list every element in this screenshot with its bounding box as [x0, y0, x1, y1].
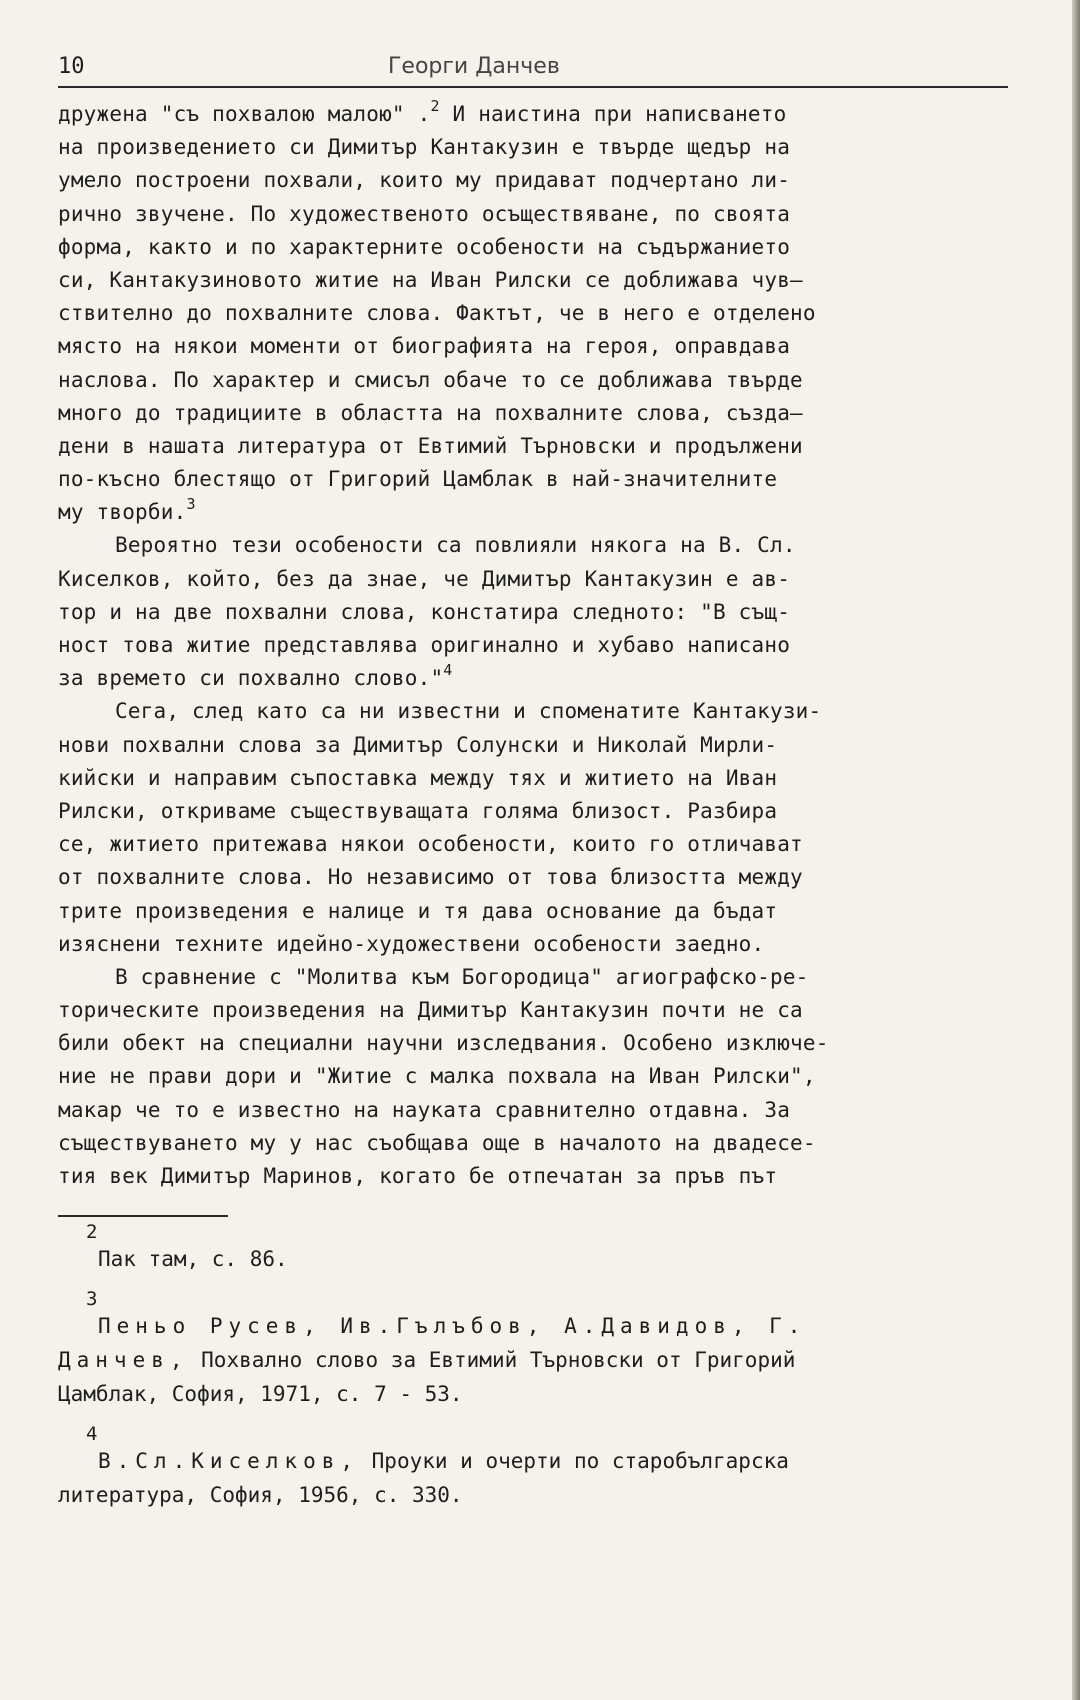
page-header [58, 50, 1008, 88]
text-line: нови похвални слова за Димитър Солунски и Николай Мирли- [58, 732, 778, 757]
footnote-mark: 3 [86, 1288, 98, 1311]
text-line: В сравнение с "Молитва към Богородица" агиографско-ре- [115, 964, 809, 989]
text-line: ние не прави дори и "Житие с малка похвала на Иван Рилски", [58, 1064, 816, 1089]
text-line: тор и на две похвални слова, констатира следното: "В същ- [58, 599, 791, 624]
footnote-mark: 4 [86, 1423, 98, 1446]
running-title: Георги Данчев [388, 54, 560, 79]
text-line: място на някои моменти от биографията на героя, оправдава [58, 334, 791, 359]
text-line: били обект на специални научни изследвания. Особено изключе- [58, 1031, 829, 1056]
text-line: Киселков, който, без да знае, че Димитър Кантакузин е ав- [58, 566, 791, 591]
footnote-text: литература, София, 1956, с. 330. [58, 1483, 463, 1508]
text-line: дружена "съ похвалою малою" .$^2$ И наистина при написването [58, 97, 787, 126]
text-line: на произведението си Димитър Кантакузин е твърде щедър на [58, 135, 791, 160]
footnote-text: В.Сл.Киселков, Проуки и очерти по старобългарска [98, 1449, 789, 1474]
text-line: Рилски, откриваме съществуващата голяма близост. Разбира [58, 798, 778, 823]
text-line: ствително до похвалните слова. Фактът, че в него е отделено [58, 301, 816, 326]
footnote-4 [58, 1425, 1008, 1512]
text-line: изяснени техните идейно-художествени особености заедно. [58, 931, 765, 956]
footnote-text: Пак там, с. 86. [98, 1247, 288, 1272]
text-line: торическите произведения на Димитър Кантакузин почти не са [58, 998, 803, 1023]
text-line: макар че то е известно на науката сравнително отдавна. За [58, 1097, 791, 1122]
footnote-text: Данчев, Похвално слово за Евтимий Търновски от Григорий [58, 1348, 796, 1373]
footnote-ref[interactable]: 2 [430, 97, 440, 115]
text-line: Сега, след като са ни известни и споменатите Кантакузи- [115, 699, 822, 724]
page-number: 10 [58, 54, 85, 79]
text-line: по-късно блестящо от Григорий Цамблак в най-значителните [58, 467, 778, 492]
footnote-mark: 2 [86, 1221, 98, 1244]
text-line: умело построени похвали, които му придават подчертано ли- [58, 168, 791, 193]
text-line: рично звучене. По художественото осъществяване, по своята [58, 201, 791, 226]
book-page [58, 50, 1008, 1526]
text-line: дени в нашата литература от Евтимий Търновски и продължени [58, 433, 803, 458]
text-line: му творби.$^3$ [58, 495, 196, 525]
text-line: трите произведения е налице и тя дава основание да бъдат [58, 898, 778, 923]
footnote-separator [58, 1215, 228, 1217]
text-line: си, Кантакузиновото житие на Иван Рилски се доближава чув— [58, 267, 803, 292]
footnote-ref[interactable]: 4 [443, 661, 453, 680]
text-line: за времето си похвално слово."$^4$ [58, 661, 453, 691]
text-line: се, житието притежава някои особености, които го отличават [58, 832, 803, 857]
text-line: съществуването му у нас съобщава още в началото на двадесе- [58, 1130, 816, 1155]
text-line: тия век Димитър Маринов, когато бе отпечатан за пръв път [58, 1164, 778, 1188]
text-line: от похвалните слова. Но независимо от това близостта между [58, 865, 803, 890]
body-text [58, 98, 1008, 1193]
footnote-text: Цамблак, София, 1971, с. 7 - 53. [58, 1382, 463, 1407]
footnote-authors: Пеньо Русев, Ив.Гълъбов, А.Давидов, Г. [98, 1314, 807, 1339]
text-line: Вероятно тези особености са повлияли някога на В. Сл. [115, 533, 796, 558]
text-line: форма, както и по характерните особености на съдържанието [58, 234, 791, 259]
footnote-2 [58, 1223, 1008, 1276]
text-line: наслова. По характер и смисъл обаче то се доближава твърде [58, 367, 803, 392]
text-line: много до традициите в областта на похвалните слова, създа— [58, 400, 803, 425]
page-edge-shadow [1072, 0, 1080, 1700]
footnote-ref[interactable]: 3 [186, 495, 196, 514]
text-line: ност това житие представлява оригинално и хубаво написано [58, 633, 791, 657]
footnote-3 [58, 1290, 1008, 1411]
text-line: кийски и направим съпоставка между тях и житието на Иван [58, 765, 778, 790]
